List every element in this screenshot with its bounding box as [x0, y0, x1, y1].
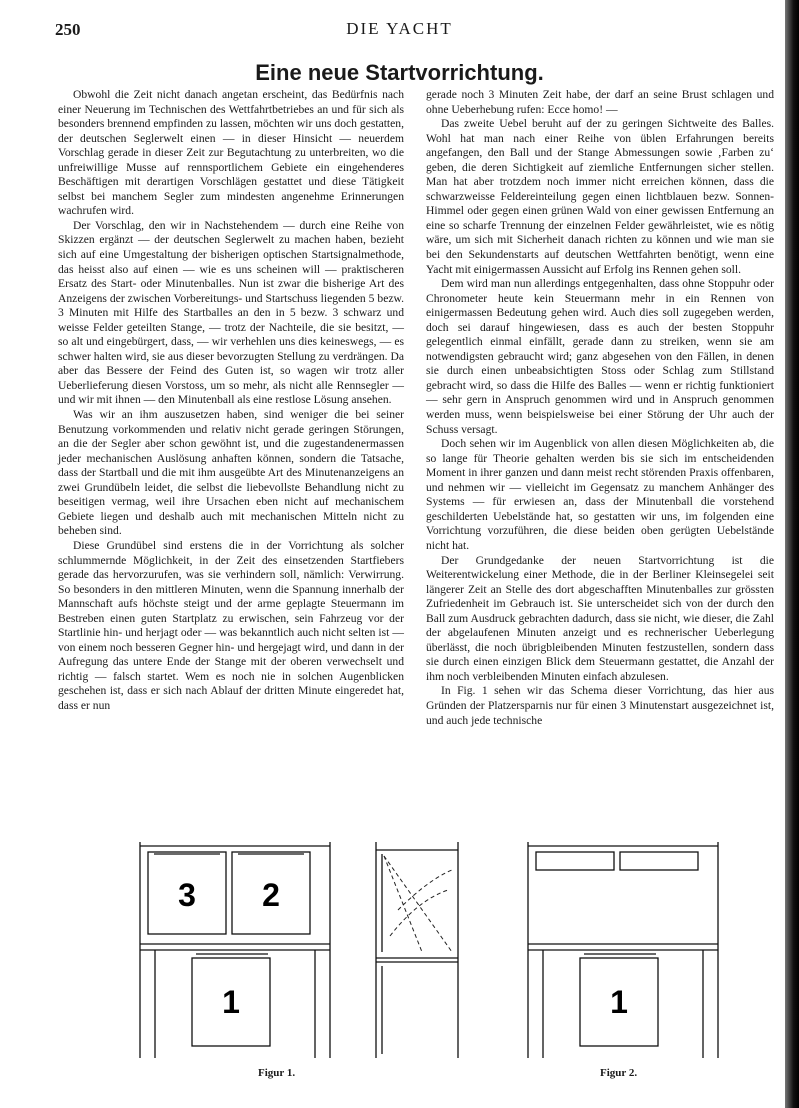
paragraph: Dem wird man nun allerdings entgegenhalten, dass ohne Stoppuhr oder Chronometer heute kein Steuermann mehr in ein Rennen von einigermassen Bedeutung gehen wird. Auch dies soll zugegeben werden, doch sei darauf hingewiesen, dass es auch der besten Stoppuhr gelegentlich einmal einfällt, gerade dann zu streiken, wenn sie am notwendigsten gebraucht wird; ganz abgesehen von den Fällen, in denen sie durch einen unbeabsichtigten Stoss oder Schlag zum Stillstand gebracht wird, so dass die Hilfe des Balles — wenn er richtig funktioniert — sehr gern in Anspruch genommen wird und in Anspruch genommen werden muss, wenn beispielsweise bei einer Störung der Uhr auch der Schuss versagt. [426, 277, 774, 436]
running-title: DIE YACHT [346, 19, 453, 38]
panel-number-1: 1 [610, 984, 628, 1020]
scan-edge-shadow [785, 0, 799, 1108]
figure-2-caption: Figur 2. [600, 1067, 638, 1079]
paragraph: gerade noch 3 Minuten Zeit habe, der darf an seine Brust schlagen und ohne Ueberhebung rufen: Ecce homo! — [426, 88, 774, 116]
paragraph: Das zweite Uebel beruht auf der zu geringen Sichtweite des Balles. Wohl hat man nach einer Reihe von üblen Erfahrungen bereits angefangen, den Ball und der Stange Abmessungen sowie ‚Farben zu‘ geben, die deren Sichtigkeit auf ziemliche Entfernungen sicher stellen. Man hat aber trotzdem noch immer nicht erreichen können, dass die schwarzweisse Feldereinteilung gegen einen lichtblauen bezw. Sonnen-Himmel oder gegen einen grünen Wald von einer gewissen Entfernung an eine so scharfe Trennung der einzelnen Felder gewährleistet, wie es nötig wäre, um sich mit Sicherheit danach richten zu können und wie man sie bei den Sekundenstarts auf deutschen Wettfahrten benötigt, wenn eine Yacht mit einigermassen Aussicht auf Erfolg ins Rennen gehen soll. [426, 117, 774, 276]
panel-number-1: 1 [222, 984, 240, 1020]
side-view-drawing [368, 840, 468, 1062]
paragraph: Diese Grundübel sind erstens die in der Vorrichtung als solcher schlummernde Möglichkeit, in der Zeit des einsetzenden Startfiebers gerade das hervorzurufen, was sie verhindern soll, nämlich: Verwirrung. So besonders in den mittleren Minuten, wenn die Spannung innerhalb der Mannschaft aufs höchste steigt und der arme geplagte Steuermann im Bestreben einen guten Startplatz zu erwischen, sein Fahrzeug vor der Startlinie hin- und herjagt oder — was bekanntlich auch nicht selten ist — von einem noch besseren Gegner hin- und hergejagt wird, und dann in der Aufregung das untere Ende der Stange mit der oberen verwechselt und richtig — falsch startet. Wem es noch nie in solchen Augenblicken geschehen ist, dass er sich nach Ablauf der dritten Minute eingeredet hat, dass er nun [58, 538, 404, 712]
figure-1-caption: Figur 1. [258, 1067, 296, 1079]
article-title: Eine neue Startvorrichtung. [255, 60, 544, 85]
paragraph: In Fig. 1 sehen wir das Schema dieser Vorrichtung, das hier aus Gründen der Platzersparnis nur für einen 3 Minutenstart ausgezeichnet ist, und auch jede technische [426, 684, 774, 727]
paragraph: Der Vorschlag, den wir in Nachstehendem — durch eine Reihe von Skizzen ergänzt — der deutschen Seglerwelt zu machen haben, bezieht sich auf eine Umgestaltung der bisherigen optischen Startsignalmethode, das heisst also auf einen — wie es uns scheinen will — praktischeren Ersatz des Start- oder Minutenballes. Nun ist zwar die bisherige Art des Anzeigens der zwischen Vorbereitungs- und Startschuss liegenden 5 bezw. 3 Minuten mit Hilfe des Startballes an den in 5 bezw. 3 schwarz und weisse Felder geteilten Stange, — trotz der Nachteile, die sie besitzt, — so alt und eingebürgert, dass, — wir verhehlen uns dies keineswegs, — es schwer halten wird, sie aus dieser bevorzugten Stellung zu verdrängen. Da aber das Bessere der Feind des Guten ist, so wagen wir trotz aller Ueberlieferung diesen Vorstoss, um so mehr, als nicht alle Rennsegler — und wir mit ihnen — den Minutenball als eine restlose Lösung ansehen. [58, 218, 404, 407]
panel-number-2: 2 [262, 877, 280, 913]
left-text-column [58, 88, 404, 714]
paragraph: Was wir an ihm auszusetzen haben, sind weniger die bei seiner Benutzung vorkommenden und relativ nicht gerade geringen Störungen, an die der Segler aber schon gewöhnt ist, und die zugestandenermassen jeder mechanischen Auslösung anhaften können, sondern die Tatsache, dass der Startball und die mit ihm ausgeübte Art des Minutenanzeigens an zwei Grundübeln leidet, die selbst die liebevollste Behandlung nicht zu beseitigen vermag, weil ihre Ursachen eben nicht auf mechanischem Gebiete liegen und deshalb auch mit mechanischen Mitteln nicht zu beheben sind. [58, 408, 404, 538]
figure-1-drawing [130, 840, 340, 1062]
right-text-column [426, 88, 774, 728]
paragraph: Doch sehen wir im Augenblick von allen diesen Möglichkeiten ab, die so lange für Theorie gehalten werden bis sie sich im entscheidenden Moment in ihrer ganzen und dann meist recht störenden Praxis offenbaren, und nehmen wir — vielleicht im Gegensatz zu manchem Anhänger des Systems — für erwiesen an, dass der Minutenball die vorstehend geschilderten Uebelstände hat, so gestatten wir uns, im folgenden eine Vorrichtung vorzuführen, die diese beiden oben gerügten Uebelstände nicht hat. [426, 437, 774, 552]
panel-number-3: 3 [178, 877, 196, 913]
figure-2-drawing [518, 840, 728, 1062]
paragraph: Der Grundgedanke der neuen Startvorrichtung ist die Weiterentwickelung einer Methode, die in der Berliner Kleinsegelei seit längerer Zeit an Stelle des dort abgeschafften Minutenballes zur grössten Zufriedenheit im Gebrauch ist. Sie unterscheidet sich von der durch den Ball zum Ausdruck gebrachten dadurch, dass sie nicht, wie dieser, die Zahl der abgelaufenen Minuten anzeigt und es rechnerischer Ueberlegung überlässt, die noch übrigbleibenden Minuten festzustellen, sondern dass sie durch einen einzigen Blick dem Steuermann gestattet, die Anzahl der ihm noch verbleibenden Minuten einfach abzulesen. [426, 553, 774, 683]
page-number: 250 [55, 20, 81, 39]
paragraph: Obwohl die Zeit nicht danach angetan erscheint, das Bedürfnis nach einer Neuerung im Technischen des Wettfahrtbetriebes an und für sich als besonders brennend empfinden zu lassen, möchten wir uns doch gestatten, der deutschen Seglerwelt einen — in dieser Hinsicht — neuerdem Vorschlag gerade in dieser Zeit zur Begutachtung zu unterbreiten, wo die unfreiwillige Musse auf rennsportlichem Gebiete ein eingehenderes Beschäftigen mit derartigen Vorschlägen gestattet und diese Tätigkeit selbst bei manchem Segler zum mindesten angenehme Erinnerungen wachrufen wird. [58, 88, 404, 218]
